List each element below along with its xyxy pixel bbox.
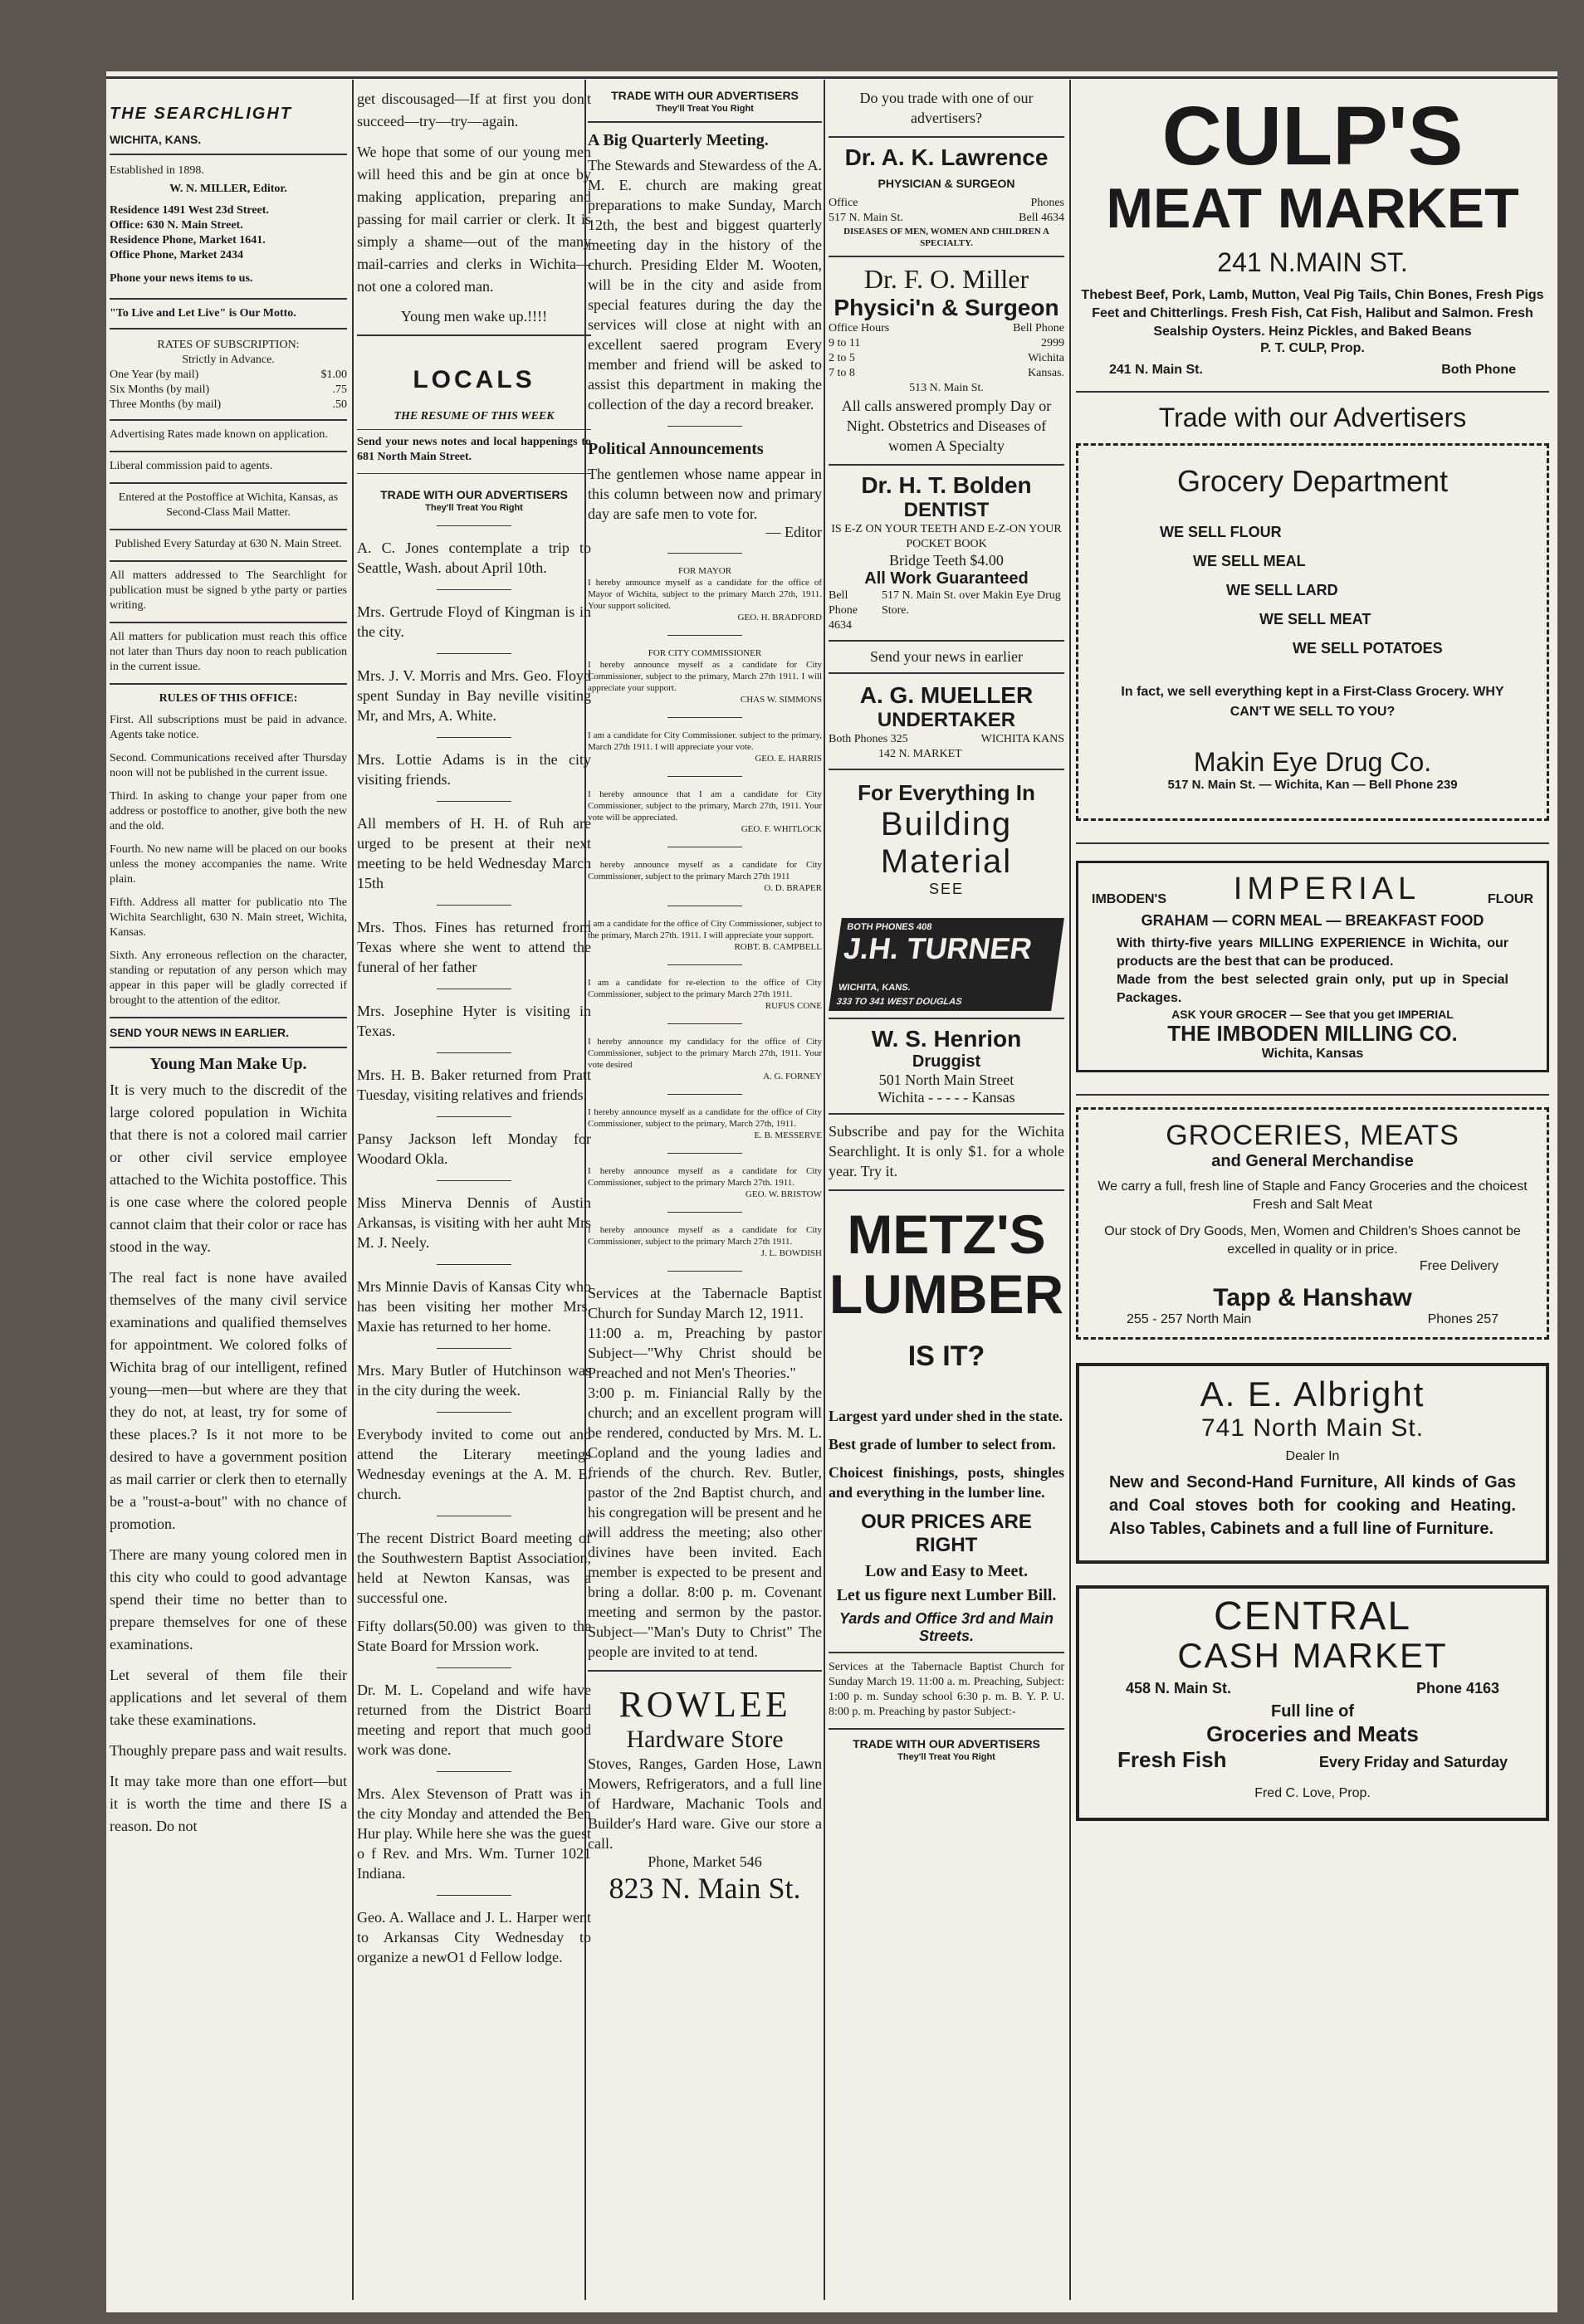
subscribe-note: Subscribe and pay for the Wichita Searchlight. It is only $1. for a whole year. Try it. bbox=[829, 1123, 1064, 1179]
tapp-title: GROCERIES, MEATS bbox=[1166, 1120, 1459, 1151]
article-paragraph: There are many young colored men in this city who could to good advantage spend their time no better than to prepare themselves for one of these examinations. bbox=[110, 1546, 347, 1653]
services-text: Services at the Tabernacle Baptist Church for Sunday March 12, 1911. bbox=[588, 1285, 822, 1321]
established: Established in 1898. bbox=[110, 164, 204, 177]
address-line: Residence Phone, Market 1641. bbox=[110, 234, 266, 247]
all-matters-1: All matters addressed to The Searchlight for publication must be signed b ythe party or parties writing. bbox=[110, 569, 347, 612]
miller-address: 513 N. Main St. bbox=[909, 382, 984, 394]
rate-row: Three Months (by mail) .50 bbox=[110, 398, 347, 411]
metz-line: Low and Easy to Meet. bbox=[864, 1562, 1029, 1580]
rule-4: Fourth. No new name will be placed on our books unless the money accompanies the name. Write plain. bbox=[110, 843, 347, 886]
all-matters-2: All matters for publication must reach this office not later than Thurs day noon to reach publication in the current issue. bbox=[110, 631, 347, 673]
miller-calls: All calls answered promply Day or Night. Obstetrics and Diseases of women A Specialty bbox=[841, 398, 1052, 454]
local-note: Mrs. Mary Butler of Hutchinson was in the city during the week. bbox=[357, 1362, 591, 1399]
bolden-bridge: Bridge Teeth $4.00 bbox=[889, 552, 1004, 569]
candidate-name: RUFUS CONE bbox=[765, 1001, 822, 1011]
bolden-slogan: IS E-Z ON YOUR TEETH AND E-Z-ON YOUR POCKET BOOK bbox=[831, 523, 1062, 550]
candidate-name: ROBT. B. CAMPBELL bbox=[734, 942, 822, 952]
hours-row: 9 to 11 2999 bbox=[829, 337, 1064, 349]
albright-dealer: Dealer In bbox=[1285, 1449, 1340, 1463]
article-paragraph: Let several of them file their applications and let several of them take these examinations. bbox=[110, 1667, 347, 1728]
masthead: THE SEARCHLIGHT bbox=[110, 105, 292, 123]
article-paragraph: It is very much to the discredit of the large colored population in Wichita that there is not a colored mail carrier or other civil service employee attached to the Wichita postoffice. This is one case where the colored people cannot claim that their color or race has stood in the way. bbox=[110, 1081, 347, 1255]
albright-ad bbox=[1076, 1363, 1549, 1564]
metz-line: Choicest finishings, posts, shingles and everything in the lumber line. bbox=[829, 1464, 1064, 1501]
column-1 bbox=[110, 88, 347, 1846]
bolden-name: Dr. H. T. Bolden bbox=[861, 472, 1032, 498]
lawrence-address: 517 N. Main St. Bell 4634 bbox=[829, 212, 1064, 224]
imboden-products: GRAHAM — CORN MEAL — BREAKFAST FOOD bbox=[1141, 912, 1484, 929]
mueller-name: A. G. MUELLER bbox=[859, 682, 1034, 708]
local-note: Mrs. Lottie Adams is in the city visiting friends. bbox=[357, 751, 591, 788]
local-note: Dr. M. L. Copeland and wife have returned from the District Board meeting and report that much good work was done. bbox=[357, 1682, 591, 1758]
central-line: Full line of bbox=[1271, 1702, 1354, 1721]
henrion-address: 501 North Main Street bbox=[878, 1072, 1014, 1088]
tapp-subtitle: and General Merchandise bbox=[1211, 1152, 1414, 1170]
culp-text: Thebest Beef, Pork, Lamb, Mutton, Veal Pig Tails, Chin Bones, Fresh Pigs Feet and Chitterlings. Fresh Fish, Cat Fish, Halibut and Salmon. Fresh Sealship Oysters. Heinz Pickles, and Baked Beans bbox=[1081, 288, 1544, 339]
mueller-address: 142 N. MARKET bbox=[878, 748, 962, 760]
send-news: Send your news in earlier bbox=[870, 648, 1023, 665]
trade-banner-sub: They'll Treat You Right bbox=[425, 503, 523, 513]
political-intro: The gentlemen whose name appear in this column between now and primary day are safe men to vote for. bbox=[588, 466, 822, 522]
candidate-name: GEO. H. BRADFORD bbox=[737, 613, 822, 622]
rates-subheading: Strictly in Advance. bbox=[182, 354, 275, 366]
metz-title: LUMBER bbox=[829, 1263, 1064, 1325]
henrion-name: W. S. Henrion bbox=[871, 1026, 1022, 1052]
metz-line: Largest yard under shed in the state. bbox=[829, 1408, 1063, 1424]
tapp-delivery: Free Delivery bbox=[1419, 1259, 1498, 1273]
commission: Liberal commission paid to agents. bbox=[110, 460, 273, 472]
candidate-name: GEO. E. HARRIS bbox=[755, 754, 822, 764]
motto: "To Live and Let Live" is Our Motto. bbox=[110, 307, 296, 320]
candidate-name: GEO. F. WHITLOCK bbox=[741, 824, 822, 834]
announcement: I hereby announce myself as a candidate for the office of City Commissioner, subject to the primary, March 27th, 1911. bbox=[588, 1107, 822, 1129]
grocery-line: WE SELL LARD bbox=[1226, 582, 1338, 598]
address-line: Phone your news items to us. bbox=[110, 272, 253, 285]
local-note: Mrs. Thos. Fines has returned from Texas where she went to attend the funeral of her father bbox=[357, 919, 591, 975]
rate-row: One Year (by mail) $1.00 bbox=[110, 369, 347, 381]
address-line: Office Phone, Market 2434 bbox=[110, 249, 243, 261]
candidate-name: J. L. BOWDISH bbox=[760, 1248, 822, 1258]
services-text: 3:00 p. m. Finiancial Rally by the church; and an excellent program will be rendered, conducted by Mrs. M. L. Copland and the young ladies and friends of the church. Rev. Butler, pastor of the 2nd Baptist church, and his congregation will be present and he will address the meeting; also other divines have been invited. Each member is expected to be present and bring a dollar. 8:00 p. m. Covenant meeting and sermon by the pastor. Subject—"Man's Duty to Christ" The people are invited to at tend. bbox=[588, 1384, 822, 1660]
address-line: Office: 630 N. Main Street. bbox=[110, 219, 243, 232]
meeting-heading: A Big Quarterly Meeting. bbox=[588, 131, 769, 149]
advertising-rates: Advertising Rates made known on application. bbox=[110, 428, 328, 441]
tapp-text: We carry a full, fresh line of Staple and Fancy Groceries and the choicest Fresh and Salt Meat bbox=[1098, 1179, 1528, 1212]
mueller-title: UNDERTAKER bbox=[877, 709, 1016, 731]
tapp-ad bbox=[1076, 1107, 1549, 1340]
announcement: I am a candidate for the office of City Commissioner, subject to the primary, March 27th. 1911. I will appreciate your support. bbox=[588, 919, 822, 940]
miller-name: Dr. F. O. Miller bbox=[863, 264, 1029, 294]
announcement: I hereby announce myself as a candidate for City Commissioner, subject to the primary March 27th 1911 bbox=[588, 860, 822, 881]
local-note: Geo. A. Wallace and J. L. Harper went to Arkansas City Wednesday to organize a newO1 d Fellow lodge. bbox=[357, 1909, 591, 1965]
rowlee-ad-title: ROWLEE bbox=[618, 1684, 791, 1725]
announcement: I hereby announce that I am a candidate for City Commissioner, subject to the primary, March 27th, 1911. Your vote will be appreciated. bbox=[588, 789, 822, 823]
material-line: For Everything In bbox=[858, 780, 1035, 805]
local-note: Mrs. Alex Stevenson of Pratt was in the city Monday and attended the Ben Hur play. While here she was the guest o f Rev. and Mrs. Wm. Turner 1021 Indiana. bbox=[357, 1785, 591, 1882]
local-note: Miss Minerva Dennis of Austin Arkansas, is visiting with her auht Mrs M. J. Neely. bbox=[357, 1194, 591, 1251]
announcement: I hereby announce myself as a candidate for City Commissioner, subject to the primary March 27th 1911. bbox=[588, 1225, 822, 1247]
grocery-title: Grocery Department bbox=[1176, 464, 1449, 498]
metz-question: IS IT? bbox=[907, 1340, 985, 1372]
lawrence-title: PHYSICIAN & SURGEON bbox=[878, 177, 1015, 190]
announcement: I am a candidate for re-election to the office of City Commissioner, subject to the primary March 27th 1911. bbox=[588, 978, 822, 999]
announcement: I am a candidate for City Commissioner. subject to the primary, March 27th 1911. I will appreciate your vote. bbox=[588, 730, 822, 752]
local-note: Mrs Minnie Davis of Kansas City who has been visiting her mother Mrs. Maxie has returned to her home. bbox=[357, 1278, 591, 1335]
metz-title: METZ'S bbox=[847, 1204, 1046, 1265]
turner-logo: BOTH PHONES 408 J.H. TURNER WICHITA, KANS. 333 TO 341 WEST DOUGLAS bbox=[829, 918, 1064, 1011]
central-ad bbox=[1076, 1585, 1549, 1821]
imboden-text: With thirty-five years MILLING EXPERIENCE in Wichita, our products are the best that can be produced. bbox=[1117, 936, 1508, 969]
services-text: 11:00 a. m, Preaching by pastor Subject—"Why Christ should be Preached and not Men's Theories." bbox=[588, 1325, 822, 1381]
trade-question: Do you trade with one of our advertisers? bbox=[859, 90, 1034, 126]
candidate-name: A. G. FORNEY bbox=[763, 1072, 822, 1081]
commissioner-heading: FOR CITY COMMISSIONER bbox=[648, 648, 762, 658]
local-note: Pansy Jackson left Monday for Woodard Okla. bbox=[357, 1130, 591, 1167]
send-news-notes: Send your news notes and local happenings to 681 North Main Street. bbox=[357, 436, 591, 463]
editor-sign: — Editor bbox=[765, 524, 822, 540]
central-subtitle: CASH MARKET bbox=[1177, 1636, 1448, 1675]
rules-heading: RULES OF THIS OFFICE: bbox=[159, 692, 298, 705]
makin-title: Makin Eye Drug Co. bbox=[1193, 747, 1432, 777]
announcement: I hereby announce myself as a candidate for City Commissioner, subject to the primary March 27th. 1911. bbox=[588, 1166, 822, 1188]
local-note: Fifty dollars(50.00) was given to the State Board for Mrssion work. bbox=[357, 1618, 591, 1654]
material-see: SEE bbox=[928, 881, 965, 897]
announcement: I hereby announce myself as a candidate for City Commissioner, subject to the primary, March 27th 1911. I will appreciate your support. bbox=[588, 660, 822, 693]
local-note: Mrs. Josephine Hyter is visiting in Texas. bbox=[357, 1003, 591, 1039]
culp-contact: 241 N. Main St. Both Phone bbox=[1109, 363, 1516, 377]
albright-text: New and Second-Hand Furniture, All kinds of Gas and Coal stoves both for cooking and Heating. Also Tables, Cabinets and a full line of Furniture. bbox=[1109, 1473, 1516, 1538]
local-note: Everybody invited to come out and attend the Literary meetings Wednesday evenings at the A. M. E. church. bbox=[357, 1426, 591, 1502]
trade-banner: TRADE WITH OUR ADVERTISERS bbox=[611, 89, 799, 102]
rowlee-phone: Phone, Market 546 bbox=[648, 1853, 762, 1870]
candidate-name: E. B. MESSERVE bbox=[754, 1130, 822, 1140]
grocery-line: WE SELL POTATOES bbox=[1293, 640, 1443, 657]
article-paragraph: It may take more than one effort—but it is worth the time and there IS a reason. Do not bbox=[110, 1773, 347, 1834]
imboden-header: IMBODEN'S IMPERIAL FLOUR bbox=[1092, 872, 1533, 906]
hours-row: Office Hours Bell Phone bbox=[829, 322, 1064, 334]
rowlee-ad-text: Stoves, Ranges, Garden Hose, Lawn Mowers, Refrigerators, and a full line of Hardware, Machanic Tools and Builder's Hard ware. Give our store a call. bbox=[588, 1755, 822, 1852]
imboden-ask: ASK YOUR GROCER — See that you get IMPERIAL bbox=[1171, 1008, 1454, 1021]
grocery-ad bbox=[1076, 443, 1549, 821]
grocery-line: WE SELL MEAL bbox=[1193, 553, 1306, 569]
trade-banner-sub: They'll Treat You Right bbox=[656, 104, 754, 114]
miller-title: Physici'n & Surgeon bbox=[834, 295, 1059, 320]
article-continued: Young men wake up.!!!! bbox=[400, 308, 548, 325]
culp-prop: P. T. CULP, Prop. bbox=[1260, 341, 1365, 355]
central-title: CENTRAL bbox=[1213, 1594, 1412, 1638]
announcement: I hereby announce myself as a candidate for the office of Mayor of Wichita, subject to the primary March 27th, 1911. Your support solicited. bbox=[588, 578, 822, 611]
local-note: A. C. Jones contemplate a trip to Seattle, Wash. about April 10th. bbox=[357, 540, 591, 576]
rule-5: Fifth. Address all matter for publicatio nto The Wichita Searchlight, 630 N. Main street, Wichita, Kansas. bbox=[110, 896, 347, 939]
local-note: Mrs. H. B. Baker returned from Pratt Tuesday, visiting relatives and friends. bbox=[357, 1067, 591, 1103]
column-4 bbox=[829, 88, 1064, 1763]
local-note: All members of H. H. of Ruh are urged to be present at their next meeting to be held Wednesday March 15th bbox=[357, 815, 591, 891]
central-prop: Fred C. Love, Prop. bbox=[1254, 1786, 1371, 1800]
mayor-heading: FOR MAYOR bbox=[677, 566, 732, 576]
hours-row: 7 to 8 Kansas. bbox=[829, 367, 1064, 379]
send-news: SEND YOUR NEWS IN EARLIER. bbox=[110, 1026, 289, 1039]
meeting-text: The Stewards and Stewardess of the A. M. E. church are making great preparations to make Sunday, March 12th, the best and biggest quarterly meeting day in the history of the church. Presiding Elder M. Wooten, will be in the city and aside from special features during the day the services will close at night with an excellent saered program Every member and friend will be asked to assist this department in making the collection of the day a record breaker. bbox=[588, 157, 822, 413]
rule-2: Second. Communications received after Thursday noon will not be published in the current issue. bbox=[110, 752, 347, 779]
article-continued: get discousaged—If at first you don't succeed—try—try—again. bbox=[357, 90, 591, 129]
metz-line: Let us figure next Lumber Bill. bbox=[836, 1586, 1057, 1604]
henrion-title: Druggist bbox=[912, 1052, 981, 1071]
rowlee-address: 823 N. Main St. bbox=[609, 1872, 801, 1905]
locals-heading: LOCALS bbox=[413, 366, 535, 393]
column-3 bbox=[588, 88, 822, 1906]
material-line: Building bbox=[880, 806, 1013, 842]
grocery-line: WE SELL MEAT bbox=[1259, 611, 1371, 627]
trade-banner: TRADE WITH OUR ADVERTISERS bbox=[853, 1737, 1040, 1750]
local-note: Mrs. J. V. Morris and Mrs. Geo. Floyd spent Sunday in Bay neville visiting Mr, and Mrs, A. White. bbox=[357, 667, 591, 724]
article-heading: Young Man Make Up. bbox=[149, 1055, 307, 1073]
tapp-name: Tapp & Hanshaw bbox=[1213, 1284, 1412, 1311]
tapp-text: Our stock of Dry Goods, Men, Women and Children's Shoes cannot be excelled in quality or in price. bbox=[1104, 1224, 1521, 1257]
bolden-guarantee: All Work Guaranteed bbox=[864, 569, 1029, 588]
albright-address: 741 North Main St. bbox=[1200, 1414, 1425, 1442]
editor: W. N. MILLER, Editor. bbox=[169, 183, 287, 195]
culp-address: 241 N.MAIN ST. bbox=[1217, 247, 1408, 277]
culp-title: CULP'S bbox=[1161, 90, 1464, 183]
makin-address: 517 N. Main St. — Wichita, Kan — Bell Phone 239 bbox=[1167, 778, 1458, 792]
bolden-contact: Bell Phone 4634 517 N. Main St. over Makin Eye Drug Store. bbox=[829, 589, 1061, 632]
announcement: I hereby announce my candidacy for the office of City Commissioner, subject to the primary March 27th, 1911. Your vote desired bbox=[588, 1037, 822, 1070]
rate-row: Six Months (by mail) .75 bbox=[110, 383, 347, 396]
trade-banner: TRADE WITH OUR ADVERTISERS bbox=[380, 488, 568, 501]
hours-row: 2 to 5 Wichita bbox=[829, 352, 1064, 364]
rowlee-ad-subtitle: Hardware Store bbox=[626, 1726, 784, 1753]
imboden-city: Wichita, Kansas bbox=[1261, 1047, 1364, 1061]
mueller-contact: Both Phones 325 WICHITA KANS bbox=[829, 733, 1064, 745]
grocery-line: WE SELL FLOUR bbox=[1160, 524, 1282, 540]
masthead-place: WICHITA, KANS. bbox=[110, 133, 202, 146]
newspaper-page bbox=[106, 71, 1557, 2312]
albright-title: A. E. Albright bbox=[1200, 1374, 1425, 1413]
trade-banner-sub: They'll Treat You Right bbox=[897, 1752, 995, 1762]
lawrence-office: Office Phones bbox=[829, 197, 1064, 209]
rates-heading: RATES OF SUBSCRIPTION: bbox=[157, 339, 300, 351]
grocery-note: In fact, we sell everything kept in a First-Class Grocery. WHY CAN'T WE SELL TO YOU? bbox=[1121, 685, 1504, 719]
imboden-ad bbox=[1076, 861, 1549, 1072]
address-line: Residence 1491 West 23d Street. bbox=[110, 204, 269, 217]
political-heading: Political Announcements bbox=[588, 440, 764, 458]
candidate-name: GEO. W. BRISTOW bbox=[745, 1189, 822, 1199]
culp-subtitle: MEAT MARKET bbox=[1106, 177, 1519, 240]
metz-address: Yards and Office 3rd and Main Streets. bbox=[838, 1610, 1054, 1644]
henrion-city: Wichita - - - - - Kansas bbox=[878, 1089, 1015, 1106]
central-fish: Fresh Fish Every Friday and Saturday bbox=[1117, 1747, 1508, 1772]
local-note: Mrs. Gertrude Floyd of Kingman is in the city. bbox=[357, 603, 591, 640]
article-paragraph: The real fact is none have availed themselves of the many civil service examinations and qualified themselves for appointment. We colored folks of Wichita brag of our intelligent, refined young—men—but where are they that they do not, at least, try for some of these places.? Is it not more to be desired to have a government position as mail carrier or clerk then to eternally be a "roust-a-bout" with no chance of promotion. bbox=[110, 1269, 347, 1532]
article-paragraph: Thoughly prepare pass and wait results. bbox=[110, 1742, 347, 1759]
services-note: Services at the Tabernacle Baptist Church for Sunday March 19. 11:00 a. m. Preaching, Subject: 1:00 p. m. Sunday school 6:30 p. m. B. Y. P. U. 8:00 p. m. Preaching by pastor Subject:- bbox=[829, 1661, 1064, 1718]
lawrence-specialty: DISEASES OF MEN, WOMEN AND CHILDREN A SPECIALTY. bbox=[843, 227, 1049, 248]
entered-postoffice: Entered at the Postoffice at Wichita, Kansas, as Second-Class Mail Matter. bbox=[118, 491, 339, 519]
local-note: The recent District Board meeting of the Southwestern Baptist Association, held at Newton Kansas, was a successful one. bbox=[357, 1530, 591, 1606]
rule-1: First. All subscriptions must be paid in advance. Agents take notice. bbox=[110, 714, 347, 741]
central-contact: 458 N. Main St. Phone 4163 bbox=[1126, 1680, 1499, 1697]
column-5 bbox=[1076, 88, 1549, 1821]
published: Published Every Saturday at 630 N. Main Street. bbox=[115, 538, 342, 550]
metz-line: Best grade of lumber to select from. bbox=[829, 1436, 1056, 1452]
imboden-text: Made from the best selected grain only, put up in Special Packages. bbox=[1117, 973, 1508, 1005]
imboden-company: THE IMBODEN MILLING CO. bbox=[1167, 1021, 1458, 1046]
resume-heading: THE RESUME OF THIS WEEK bbox=[394, 410, 555, 422]
material-line: Material bbox=[880, 843, 1013, 880]
lawrence-name: Dr. A. K. Lawrence bbox=[844, 144, 1049, 170]
tapp-contact: 255 - 257 North Main Phones 257 bbox=[1127, 1312, 1498, 1326]
candidate-name: CHAS W. SIMMONS bbox=[740, 695, 822, 705]
article-continued: We hope that some of our young men will heed this and be gin at once by making application, preparing and passing for mail carrier or clerk. It is simply a shame—out of the many mail-carries and clerks in Wichita—not one a colored man. bbox=[357, 144, 591, 295]
column-2 bbox=[357, 88, 591, 1975]
rule-6: Sixth. Any erroneous reflection on the character, standing or reputation of any person which may appear in this paper will be gladly corrected if brought to the attention of the editor. bbox=[110, 950, 347, 1007]
metz-prices: OUR PRICES ARE RIGHT bbox=[861, 1511, 1032, 1556]
trade-banner: Trade with our Advertisers bbox=[1158, 403, 1467, 432]
rule-3: Third. In asking to change your paper from one address or postoffice to another, give both the new and the old. bbox=[110, 790, 347, 832]
bolden-title: DENTIST bbox=[903, 499, 990, 521]
candidate-name: O. D. BRAPER bbox=[764, 883, 822, 893]
central-line: Groceries and Meats bbox=[1206, 1721, 1419, 1746]
